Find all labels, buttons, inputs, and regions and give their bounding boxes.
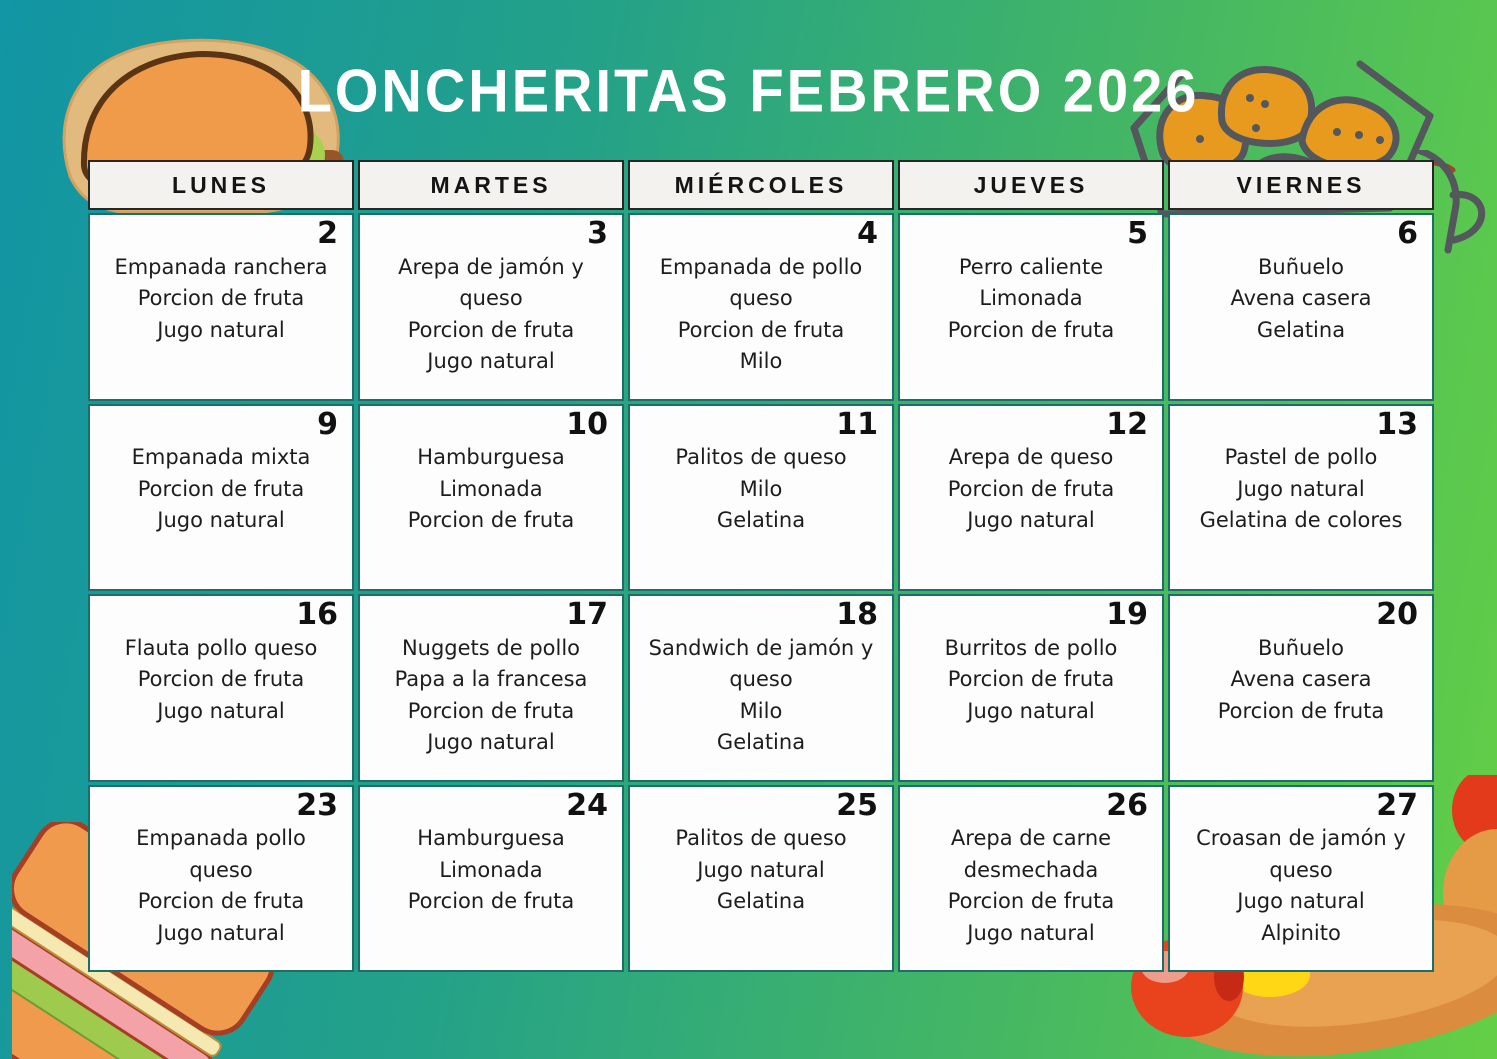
menu-item: Limonada (439, 857, 543, 882)
calendar-grid (88, 160, 1434, 972)
menu-list (368, 823, 614, 918)
menu-item: Arepa de carne desmechada (950, 826, 1112, 882)
weekday-header (628, 160, 894, 210)
day-cell (88, 404, 354, 592)
day-number: 17 (566, 597, 608, 632)
menu-item: Porcion de fruta (407, 698, 575, 723)
menu-item: Perro caliente (958, 254, 1104, 279)
menu-item: Jugo natural (1237, 476, 1365, 501)
menu-item: Gelatina de colores (1199, 508, 1403, 532)
day-number: 10 (566, 406, 608, 442)
menu-list (638, 633, 884, 759)
day-number: 5 (1127, 216, 1148, 251)
day-number: 19 (1106, 597, 1148, 632)
weekday-label: LUNES (172, 171, 270, 198)
menu-item: Porcion de fruta (407, 889, 575, 913)
day-number: 12 (1106, 406, 1148, 442)
menu-item: Gelatina (716, 730, 806, 754)
menu-item: Jugo natural (157, 508, 285, 532)
menu-item: Papa a la francesa (394, 667, 588, 691)
weekday-header (1168, 160, 1434, 210)
menu-item: Empanada pollo queso (136, 826, 306, 882)
menu-item: Palitos de queso (675, 445, 847, 469)
menu-item: Sandwich de jamón y queso (648, 635, 874, 691)
menu-item: Jugo natural (1237, 889, 1365, 913)
day-cell (628, 594, 894, 782)
menu-list (638, 252, 884, 378)
day-cell (88, 785, 354, 973)
day-cell (628, 213, 894, 401)
menu-list (908, 823, 1154, 949)
menu-item: Flauta pollo queso (124, 635, 318, 660)
day-number: 3 (587, 216, 608, 251)
day-cell (1168, 785, 1434, 973)
menu-item: Porcion de fruta (407, 508, 575, 532)
menu-item: Arepa de queso (948, 445, 1114, 469)
menu-item: Jugo natural (157, 698, 285, 723)
menu-item: Milo (739, 349, 783, 373)
weekday-header (898, 160, 1164, 210)
menu-list (368, 633, 614, 759)
menu-list (908, 442, 1154, 537)
day-number: 25 (836, 787, 878, 823)
menu-list (638, 823, 884, 918)
day-cell (358, 404, 624, 592)
menu-list (638, 442, 884, 537)
day-cell (358, 213, 624, 401)
menu-item: Gelatina (716, 889, 806, 913)
day-number: 26 (1106, 787, 1148, 823)
menu-list (98, 252, 344, 347)
day-cell (1168, 213, 1434, 401)
day-cell (1168, 404, 1434, 592)
menu-item: Empanada ranchera (114, 254, 328, 279)
menu-item: Jugo natural (427, 730, 555, 754)
day-number: 13 (1376, 406, 1418, 442)
day-number: 23 (296, 787, 338, 823)
day-cell (898, 213, 1164, 401)
menu-item: Gelatina (716, 508, 806, 532)
weekday-label: VIERNES (1236, 171, 1366, 198)
weekday-label: MIÉRCOLES (674, 171, 848, 198)
menu-item: Porcion de fruta (677, 317, 845, 342)
menu-item: Jugo natural (697, 857, 825, 882)
menu-item: Porcion de fruta (1217, 698, 1385, 723)
menu-item: Avena casera (1230, 667, 1372, 691)
day-number: 4 (857, 216, 878, 251)
menu-list (908, 252, 1154, 347)
day-cell (88, 213, 354, 401)
menu-item: Buñuelo (1258, 635, 1344, 660)
menu-item: Croasan de jamón y queso (1196, 826, 1406, 882)
menu-item: Milo (739, 476, 783, 501)
menu-item: Jugo natural (967, 698, 1095, 723)
day-number: 18 (836, 597, 878, 632)
page-title: LONCHERITAS FEBRERO 2026 (297, 56, 1200, 125)
menu-item: Porcion de fruta (947, 317, 1115, 342)
menu-item: Porcion de fruta (137, 667, 305, 691)
menu-list (368, 252, 614, 378)
day-cell (628, 404, 894, 592)
menu-list (1178, 823, 1424, 949)
menu-list (98, 823, 344, 949)
day-number: 6 (1397, 216, 1418, 251)
menu-list (1178, 633, 1424, 728)
menu-item: Porcion de fruta (947, 667, 1115, 691)
menu-item: Empanada de pollo queso (659, 254, 863, 310)
menu-item: Buñuelo (1258, 254, 1344, 279)
menu-list (98, 442, 344, 537)
menu-item: Burritos de pollo (944, 635, 1118, 660)
menu-item: Alpinito (1261, 920, 1341, 945)
day-number: 2 (317, 216, 338, 251)
day-cell (1168, 594, 1434, 782)
menu-item: Milo (739, 698, 783, 723)
day-number: 20 (1376, 597, 1418, 632)
menu-item: Gelatina (1256, 317, 1346, 342)
menu-item: Jugo natural (427, 349, 555, 373)
menu-item: Porcion de fruta (137, 476, 305, 501)
day-cell (898, 404, 1164, 592)
menu-item: Porcion de fruta (407, 317, 575, 342)
menu-item: Arepa de jamón y queso (398, 254, 584, 310)
menu-item: Jugo natural (967, 920, 1095, 945)
menu-item: Jugo natural (967, 508, 1095, 532)
menu-list (1178, 252, 1424, 347)
menu-list (368, 442, 614, 537)
weekday-header (358, 160, 624, 210)
day-number: 11 (836, 406, 878, 442)
menu-item: Porcion de fruta (947, 476, 1115, 501)
menu-list (1178, 442, 1424, 537)
menu-item: Porcion de fruta (137, 889, 305, 913)
menu-item: Porcion de fruta (137, 286, 305, 310)
day-cell (358, 785, 624, 973)
weekday-label: JUEVES (973, 171, 1089, 198)
menu-item: Empanada mixta (131, 445, 311, 469)
menu-item: Palitos de queso (675, 826, 847, 850)
weekday-label: MARTES (430, 171, 552, 198)
menu-item: Pastel de pollo (1224, 445, 1378, 469)
menu-list (908, 633, 1154, 728)
day-cell (88, 594, 354, 782)
menu-item: Jugo natural (157, 920, 285, 945)
menu-item: Nuggets de pollo (401, 635, 581, 660)
menu-item: Hamburguesa (417, 445, 565, 469)
day-number: 16 (296, 597, 338, 632)
day-cell (628, 785, 894, 973)
day-number: 24 (566, 787, 608, 823)
day-number: 27 (1376, 787, 1418, 823)
menu-item: Porcion de fruta (947, 889, 1115, 913)
menu-list (98, 633, 344, 728)
day-cell (358, 594, 624, 782)
day-number: 9 (317, 406, 338, 442)
menu-item: Hamburguesa (417, 826, 565, 850)
menu-item: Limonada (979, 286, 1083, 310)
day-cell (898, 785, 1164, 973)
menu-item: Avena casera (1230, 286, 1372, 310)
menu-item: Limonada (439, 476, 543, 501)
menu-item: Jugo natural (157, 317, 285, 342)
day-cell (898, 594, 1164, 782)
weekday-header (88, 160, 354, 210)
